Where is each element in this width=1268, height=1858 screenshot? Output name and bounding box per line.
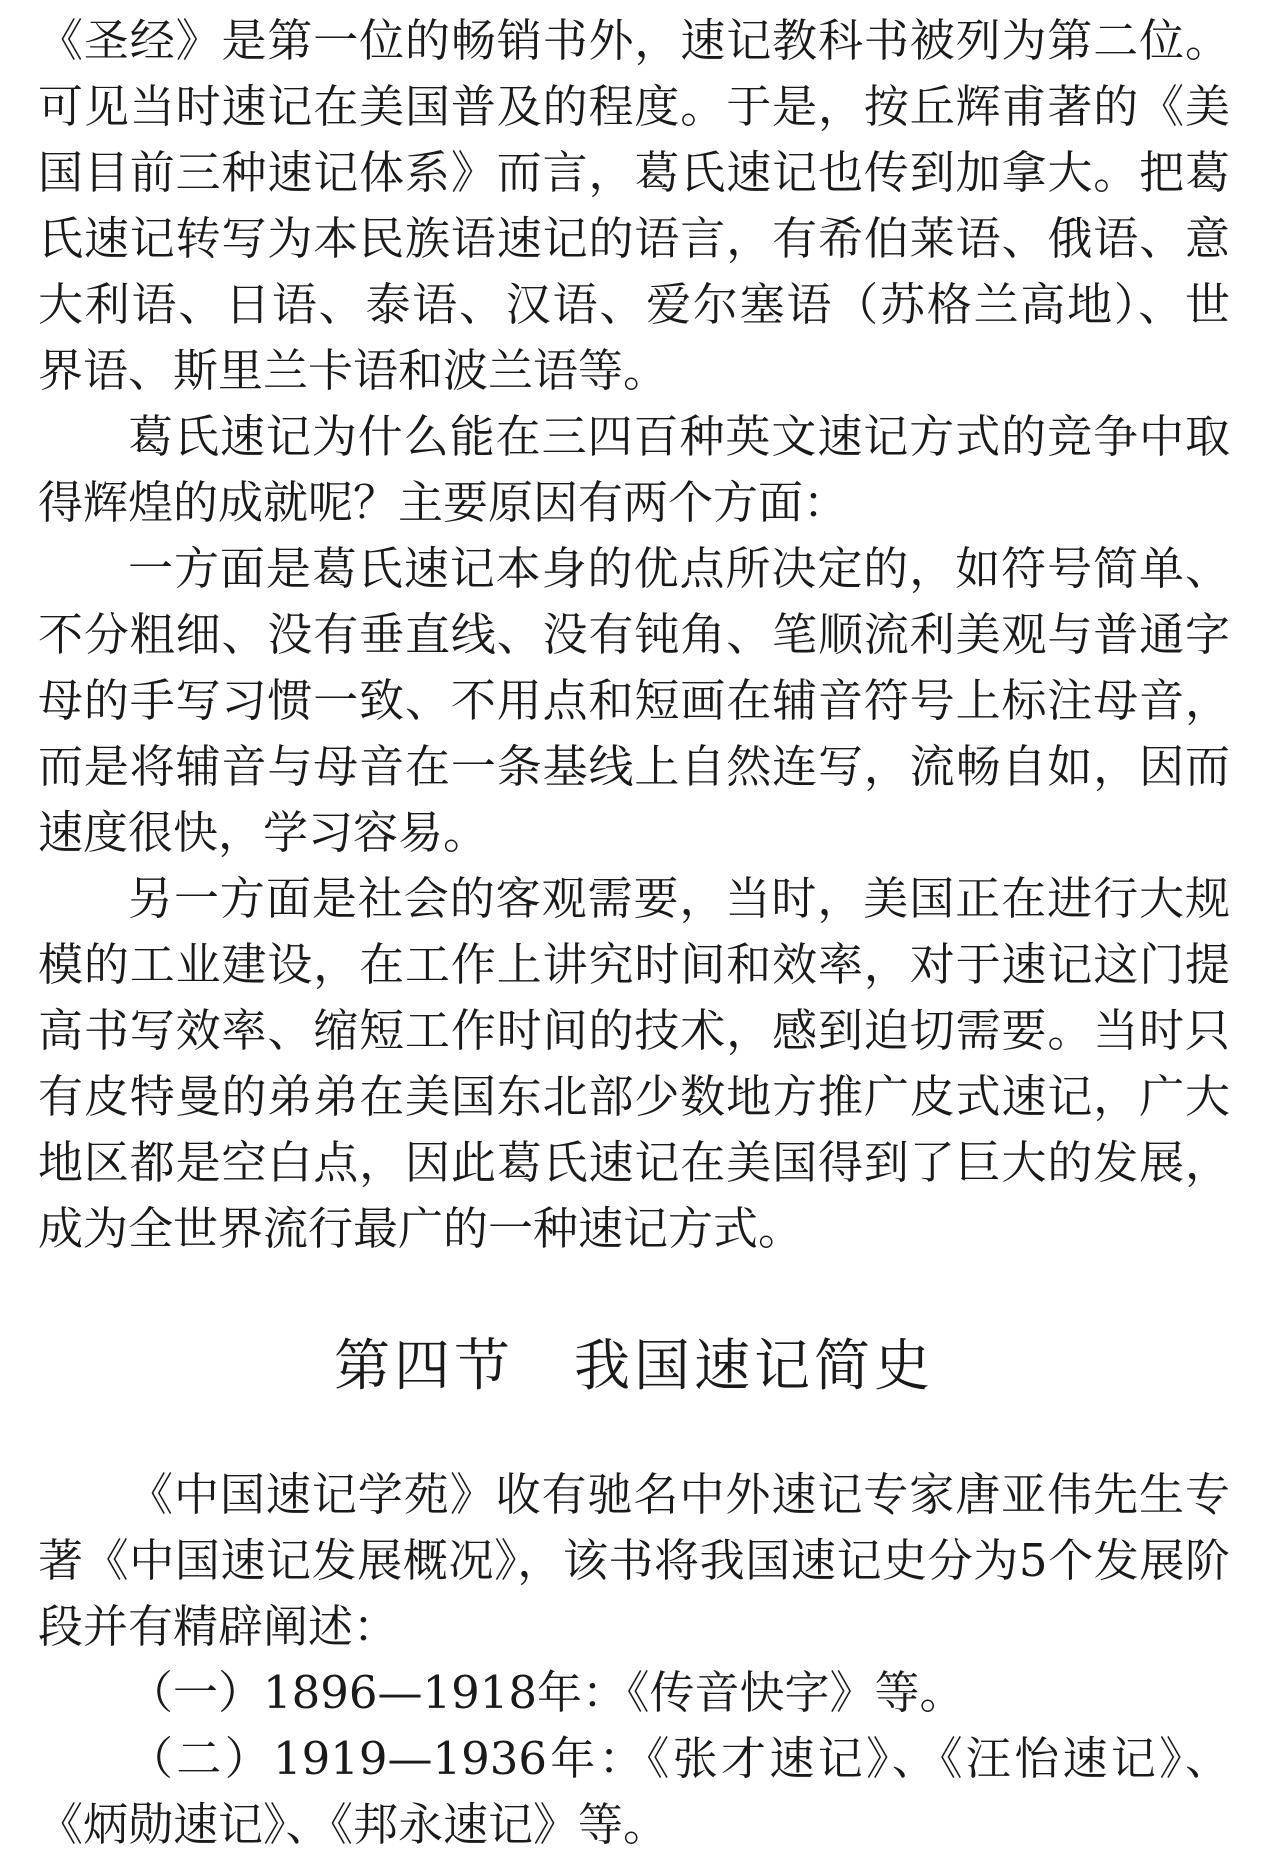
list-item-stage-1: （一）1896—1918年：《传音快字》等。 (128, 1666, 965, 1719)
paragraph-social-needs: 另一方面是社会的客观需要，当时，美国正在进行大规模的工业建设，在工作上讲究时间和效率，对于速记这门提高书写效率、缩短工作时间的技术，感到迫切需要。当时只有皮特曼的弟弟在美国东北部少数地方推广皮式速记，广大地区都是空白点，因此葛氏速记在美国得到了巨大的发展，成为全世界流行最广的一种速记方式。 (38, 872, 1230, 1255)
section-title: 第四节 我国速记简史 (334, 1334, 934, 1399)
paragraph-china-history-intro: 《中国速记学苑》收有驰名中外速记专家唐亚伟先生专著《中国速记发展概况》，该书将我国速记史分为5个发展阶段并有精辟阐述： (38, 1468, 1230, 1653)
paragraph-gregg-success-question: 葛氏速记为什么能在三四百种英文速记方式的竞争中取得辉煌的成就呢？主要原因有两个方面： (38, 410, 1230, 529)
paragraph-bible-bestseller: 《圣经》是第一位的畅销书外，速记教科书被列为第二位。可见当时速记在美国普及的程度。于是，按丘辉甫著的《美国目前三种速记体系》而言，葛氏速记也传到加拿大。把葛氏速记转写为本民族语速记的语言，有希伯莱语、俄语、意大利语、日语、泰语、汉语、爱尔塞语（苏格兰高地）、世界语、斯里兰卡语和波兰语等。 (38, 14, 1230, 397)
spacer (38, 1262, 1230, 1332)
spacer (38, 1402, 1230, 1462)
paragraph-gregg-merits: 一方面是葛氏速记本身的优点所决定的，如符号简单、不分粗细、没有垂直线、没有钝角、笔顺流利美观与普通字母的手写习惯一致、不用点和短画在辅音符号上标注母音，而是将辅音与母音在一条基线上自然连写，流畅自如，因而速度很快，学习容易。 (38, 542, 1230, 859)
list-item-stage-2: （二）1919—1936年：《张才速记》、《汪怡速记》、《炳勋速记》、《邦永速记》等。 (38, 1732, 1230, 1851)
